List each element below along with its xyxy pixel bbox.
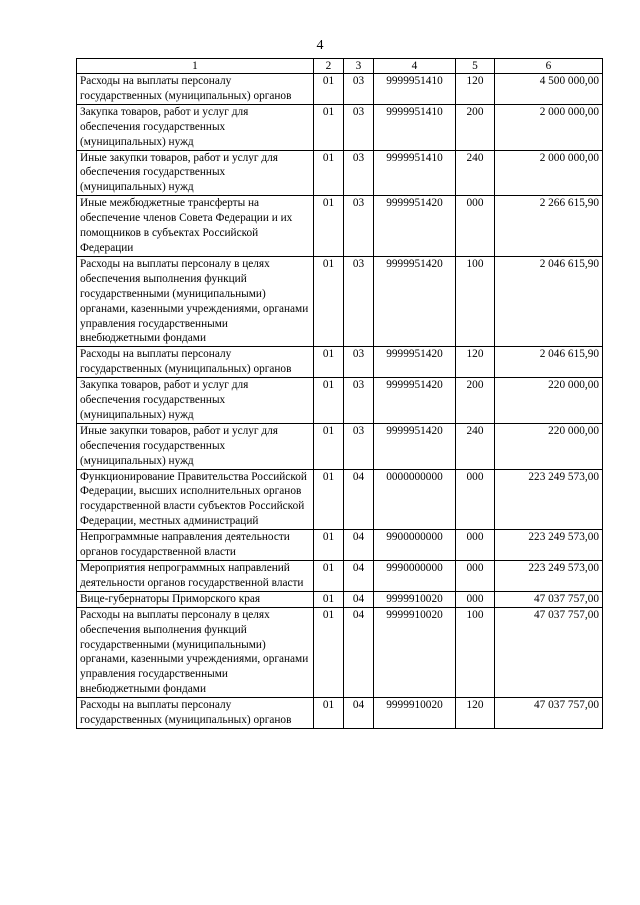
expense-name: Расходы на выплаты персоналу государственных (муниципальных) органов [77,347,314,378]
subsection-code: 03 [344,196,374,257]
column-header: 2 [314,59,344,74]
target-article-code: 9999910020 [374,698,456,729]
expense-type-code: 000 [456,469,495,530]
expense-name: Расходы на выплаты персоналу государственных (муниципальных) органов [77,698,314,729]
table-header-row [77,59,603,74]
column-header: 5 [456,59,495,74]
target-article-code: 9999951410 [374,74,456,105]
section-code: 01 [314,256,344,346]
expense-type-code: 000 [456,561,495,592]
target-article-code: 9999951420 [374,378,456,424]
expense-type-code: 120 [456,698,495,729]
expense-name: Иные закупки товаров, работ и услуг для обеспечения государственных (муниципальных) нужд [77,150,314,196]
expense-type-code: 100 [456,607,495,697]
target-article-code: 9999951420 [374,423,456,469]
expense-name: Иные закупки товаров, работ и услуг для обеспечения государственных (муниципальных) нужд [77,423,314,469]
budget-table [76,58,603,729]
amount: 223 249 573,00 [495,561,603,592]
section-code: 01 [314,423,344,469]
expense-name: Непрограммные направления деятельности органов государственной власти [77,530,314,561]
amount: 47 037 757,00 [495,607,603,697]
amount: 2 046 615,90 [495,256,603,346]
amount: 4 500 000,00 [495,74,603,105]
table-row [77,74,603,105]
expense-type-code: 000 [456,196,495,257]
column-header: 6 [495,59,603,74]
section-code: 01 [314,150,344,196]
expense-name: Закупка товаров, работ и услуг для обеспечения государственных (муниципальных) нужд [77,104,314,150]
table-row [77,591,603,607]
table-row [77,561,603,592]
page-number: 4 [316,38,324,53]
column-header: 4 [374,59,456,74]
expense-name: Функционирование Правительства Российской Федерации, высших исполнительных органов государственной власти субъектов Российской Федерации, местных администраций [77,469,314,530]
section-code: 01 [314,196,344,257]
expense-type-code: 240 [456,150,495,196]
subsection-code: 03 [344,423,374,469]
subsection-code: 04 [344,591,374,607]
subsection-code: 04 [344,530,374,561]
expense-type-code: 120 [456,347,495,378]
amount: 223 249 573,00 [495,530,603,561]
section-code: 01 [314,378,344,424]
section-code: 01 [314,591,344,607]
amount: 47 037 757,00 [495,698,603,729]
subsection-code: 03 [344,104,374,150]
table-row [77,347,603,378]
amount: 47 037 757,00 [495,591,603,607]
subsection-code: 04 [344,469,374,530]
subsection-code: 03 [344,74,374,105]
table-row [77,698,603,729]
amount: 220 000,00 [495,378,603,424]
section-code: 01 [314,561,344,592]
amount: 220 000,00 [495,423,603,469]
subsection-code: 03 [344,150,374,196]
table-row [77,378,603,424]
expense-type-code: 000 [456,530,495,561]
amount: 2 046 615,90 [495,347,603,378]
subsection-code: 04 [344,698,374,729]
subsection-code: 03 [344,347,374,378]
section-code: 01 [314,607,344,697]
expense-name: Закупка товаров, работ и услуг для обеспечения государственных (муниципальных) нужд [77,378,314,424]
section-code: 01 [314,104,344,150]
section-code: 01 [314,74,344,105]
table-row [77,196,603,257]
amount: 2 000 000,00 [495,104,603,150]
section-code: 01 [314,530,344,561]
column-header: 1 [77,59,314,74]
table-row [77,423,603,469]
expense-type-code: 100 [456,256,495,346]
target-article-code: 9990000000 [374,561,456,592]
expense-name: Иные межбюджетные трансферты на обеспечение членов Совета Федерации и их помощников в субъектах Российской Федерации [77,196,314,257]
table-row [77,530,603,561]
target-article-code: 9999951410 [374,150,456,196]
table-row [77,607,603,697]
target-article-code: 9900000000 [374,530,456,561]
expense-name: Мероприятия непрограммных направлений деятельности органов государственной власти [77,561,314,592]
expense-type-code: 200 [456,104,495,150]
target-article-code: 9999951420 [374,256,456,346]
subsection-code: 04 [344,607,374,697]
section-code: 01 [314,347,344,378]
expense-type-code: 240 [456,423,495,469]
amount: 2 266 615,90 [495,196,603,257]
expense-type-code: 120 [456,74,495,105]
expense-name: Расходы на выплаты персоналу в целях обеспечения выполнения функций государственными (муниципальными) органами, казенными учреждениями, органами управления государственными внебюджетными фондами [77,256,314,346]
section-code: 01 [314,698,344,729]
expense-name: Вице-губернаторы Приморского края [77,591,314,607]
target-article-code: 9999951420 [374,196,456,257]
expense-type-code: 000 [456,591,495,607]
section-code: 01 [314,469,344,530]
target-article-code: 9999910020 [374,607,456,697]
subsection-code: 03 [344,378,374,424]
expense-type-code: 200 [456,378,495,424]
amount: 2 000 000,00 [495,150,603,196]
target-article-code: 9999910020 [374,591,456,607]
target-article-code: 9999951420 [374,347,456,378]
column-header: 3 [344,59,374,74]
expense-name: Расходы на выплаты персоналу в целях обеспечения выполнения функций государственными (муниципальными) органами, казенными учреждениями, органами управления государственными внебюджетными фондами [77,607,314,697]
table-row [77,256,603,346]
target-article-code: 0000000000 [374,469,456,530]
expense-name: Расходы на выплаты персоналу государственных (муниципальных) органов [77,74,314,105]
table-row [77,104,603,150]
amount: 223 249 573,00 [495,469,603,530]
target-article-code: 9999951410 [374,104,456,150]
subsection-code: 04 [344,561,374,592]
subsection-code: 03 [344,256,374,346]
table-row [77,469,603,530]
table-row [77,150,603,196]
